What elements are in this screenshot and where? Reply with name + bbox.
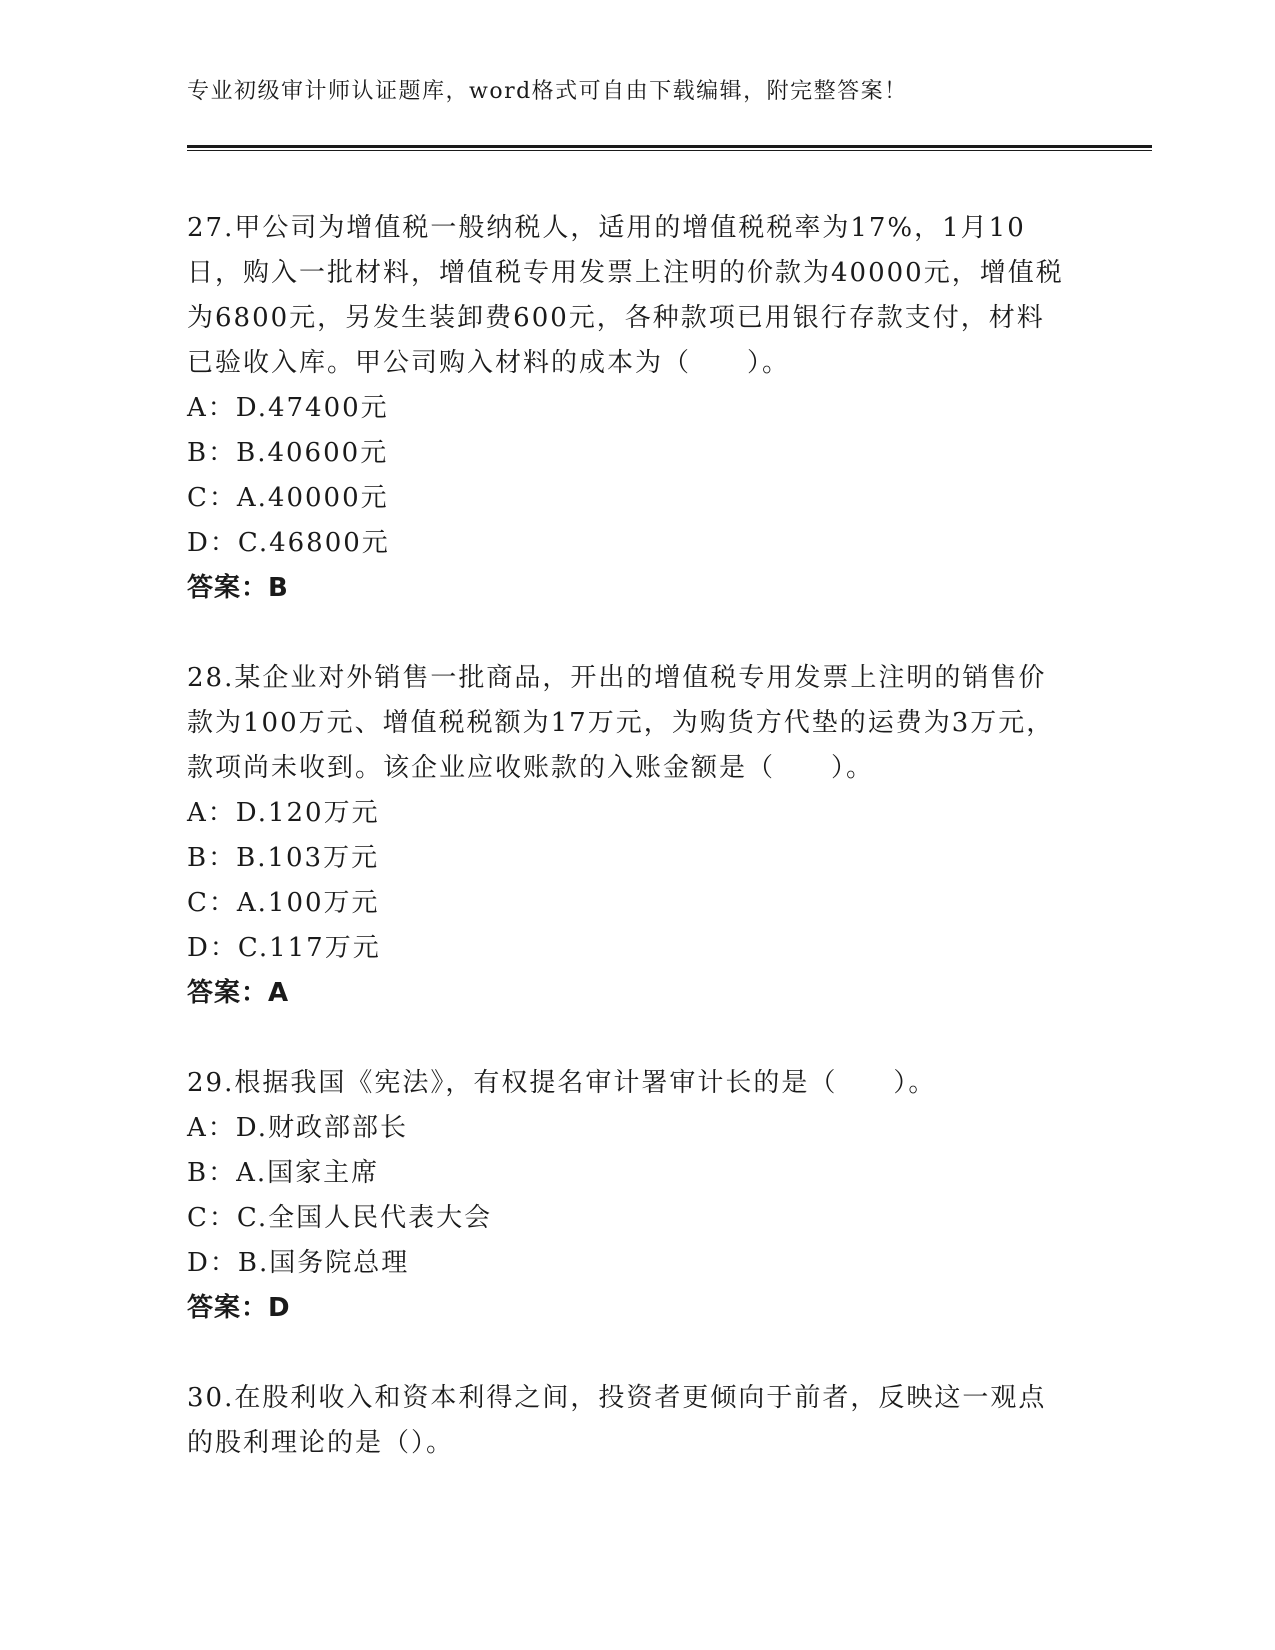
question-stem: 28.某企业对外销售一批商品，开出的增值税专用发票上注明的销售价款为100万元、增值税税额为17万元，为购货方代垫的运费为3万元，款项尚未收到。该企业应收账款的入账金额是（ ）。 [187, 663, 1055, 783]
option-a: A：D.120万元 [187, 798, 380, 828]
option-a: A：D.47400元 [187, 393, 389, 423]
page-header: 专业初级审计师认证题库，word格式可自由下载编辑，附完整答案！ [187, 79, 908, 104]
option-a: A：D.财政部部长 [187, 1113, 408, 1143]
option-b: B：B.103万元 [187, 843, 380, 873]
question-27 [187, 206, 1067, 611]
header-divider [187, 145, 1152, 151]
option-list [187, 1106, 1067, 1286]
option-b: B：B.40600元 [187, 438, 389, 468]
answer-line: 答案：D [187, 1293, 291, 1323]
answer-line: 答案：A [187, 978, 290, 1008]
option-c: C：A.100万元 [187, 888, 380, 918]
option-d: D：B.国务院总理 [187, 1248, 410, 1278]
question-29 [187, 1061, 1067, 1331]
question-28 [187, 656, 1067, 1016]
question-stem: 29.根据我国《宪法》，有权提名审计署审计长的是（ ）。 [187, 1068, 937, 1098]
option-list [187, 791, 1067, 971]
option-d: D：C.117万元 [187, 933, 381, 963]
option-b: B：A.国家主席 [187, 1158, 380, 1188]
question-list [187, 206, 1067, 1511]
question-stem: 27.甲公司为增值税一般纳税人，适用的增值税税率为17%，1月10日，购入一批材料，增值税专用发票上注明的价款为40000元，增值税为6800元，另发生装卸费600元，各种款项已用银行存款支付，材料已验收入库。甲公司购入材料的成本为（ ）。 [187, 213, 1064, 378]
question-stem: 30.在股利收入和资本利得之间，投资者更倾向于前者，反映这一观点的股利理论的是（）。 [187, 1383, 1047, 1458]
option-d: D：C.46800元 [187, 528, 390, 558]
option-c: C：A.40000元 [187, 483, 389, 513]
option-list [187, 386, 1067, 566]
question-30 [187, 1376, 1067, 1466]
answer-line: 答案：B [187, 573, 289, 603]
option-c: C：C.全国人民代表大会 [187, 1203, 493, 1233]
